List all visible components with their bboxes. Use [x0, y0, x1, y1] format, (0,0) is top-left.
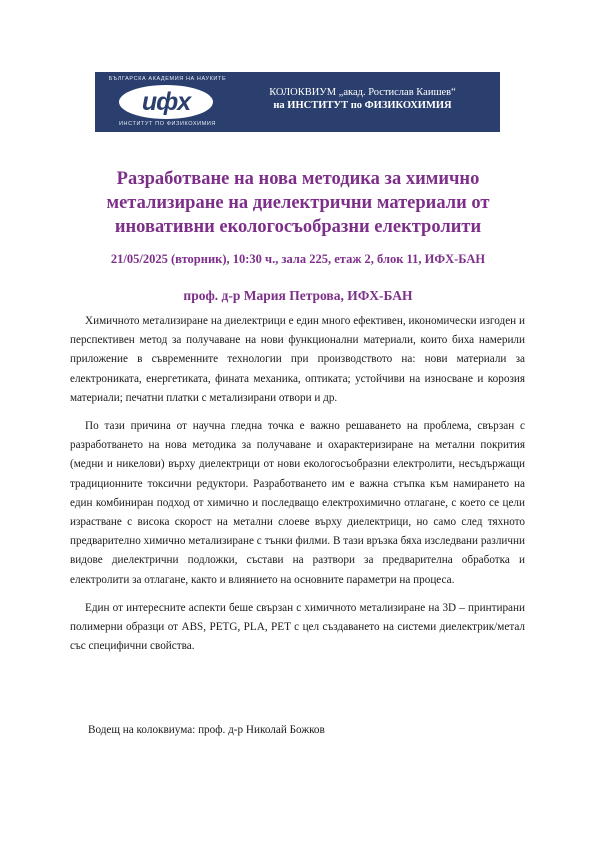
- talk-title-line1: Разработване на нова методика за химично: [116, 169, 480, 189]
- talk-title-line3: иновативни екологосъобразни електролити: [114, 217, 482, 237]
- colloquium-heading: [235, 86, 490, 112]
- abstract-paragraph: Един от интересните аспекти беше свързан с химичното метализиране на 3D – принтирани полимерни образци от ABS, PETG, PLA, PET с цел създаването на системи диелектрик/метал със специфични свойства.: [70, 601, 525, 653]
- event-details: 21/05/2025 (вторник), 10:30 ч., зала 225, етаж 2, блок 11, ИФХ-БАН: [110, 252, 486, 266]
- academy-name: БЪЛГАРСКА АКАДЕМИЯ НА НАУКИТЕ: [108, 76, 227, 82]
- header-banner: [95, 72, 500, 132]
- speaker-name: проф. д-р Мария Петрова, ИФХ-БАН: [183, 288, 413, 303]
- moderator-signature: Водещ на колоквиума: проф. д-р Николай Божков: [88, 724, 325, 736]
- institute-name: ИНСТИТУТ ПО ФИЗИКОХИМИЯ: [118, 121, 217, 127]
- talk-title-line2: метализиране на диелектрични материали от: [106, 193, 490, 213]
- talk-title: [60, 167, 536, 239]
- colloquium-line2: на ИНСТИТУТ по ФИЗИКОХИМИЯ: [273, 100, 452, 111]
- logo-text: ифх: [141, 87, 191, 116]
- institute-logo-block: [95, 72, 235, 132]
- ifh-logo: [119, 85, 213, 119]
- colloquium-line1: КОЛОКВИУМ „акад. Ростислав Каишев“: [269, 87, 456, 98]
- abstract-paragraph: Химичното метализиране на диелектрици е един много ефективен, икономически изгоден и перспективен метод за получаване на нови функционални материали, които биха намерили приложение в съвременните технологии при производството на: нови материали за електрониката, енергетиката, фината механика, оптиката; устойчиви на износване и корозия материали; печатни платки с метализирани отвори и др.: [70, 315, 525, 404]
- abstract: [70, 312, 525, 665]
- abstract-paragraph: По тази причина от научна гледна точка е важно решаването на проблема, свързан с разработването на нова методика за получаване и охарактеризиране на метални покрития (медни и никелови) върху диелектрици от нови екологосъобразни електролити, несъдържащи традиционните токсични редуктори. Разработването им е важна стъпка към намирането на един комбиниран подход от химично и последващо електрохимично отлагане, с което се цели израстване с висока скорост на метални слоеве върху диелектрици, но само след тяхното предварително химично метализиране с тънки филми. В тази връзка бяха изследвани различни видове диелектрични подложки, състави на разтвори за предварителна обработка и електролити за отлагане, както и влиянието на основните параметри на процеса.: [70, 420, 525, 586]
